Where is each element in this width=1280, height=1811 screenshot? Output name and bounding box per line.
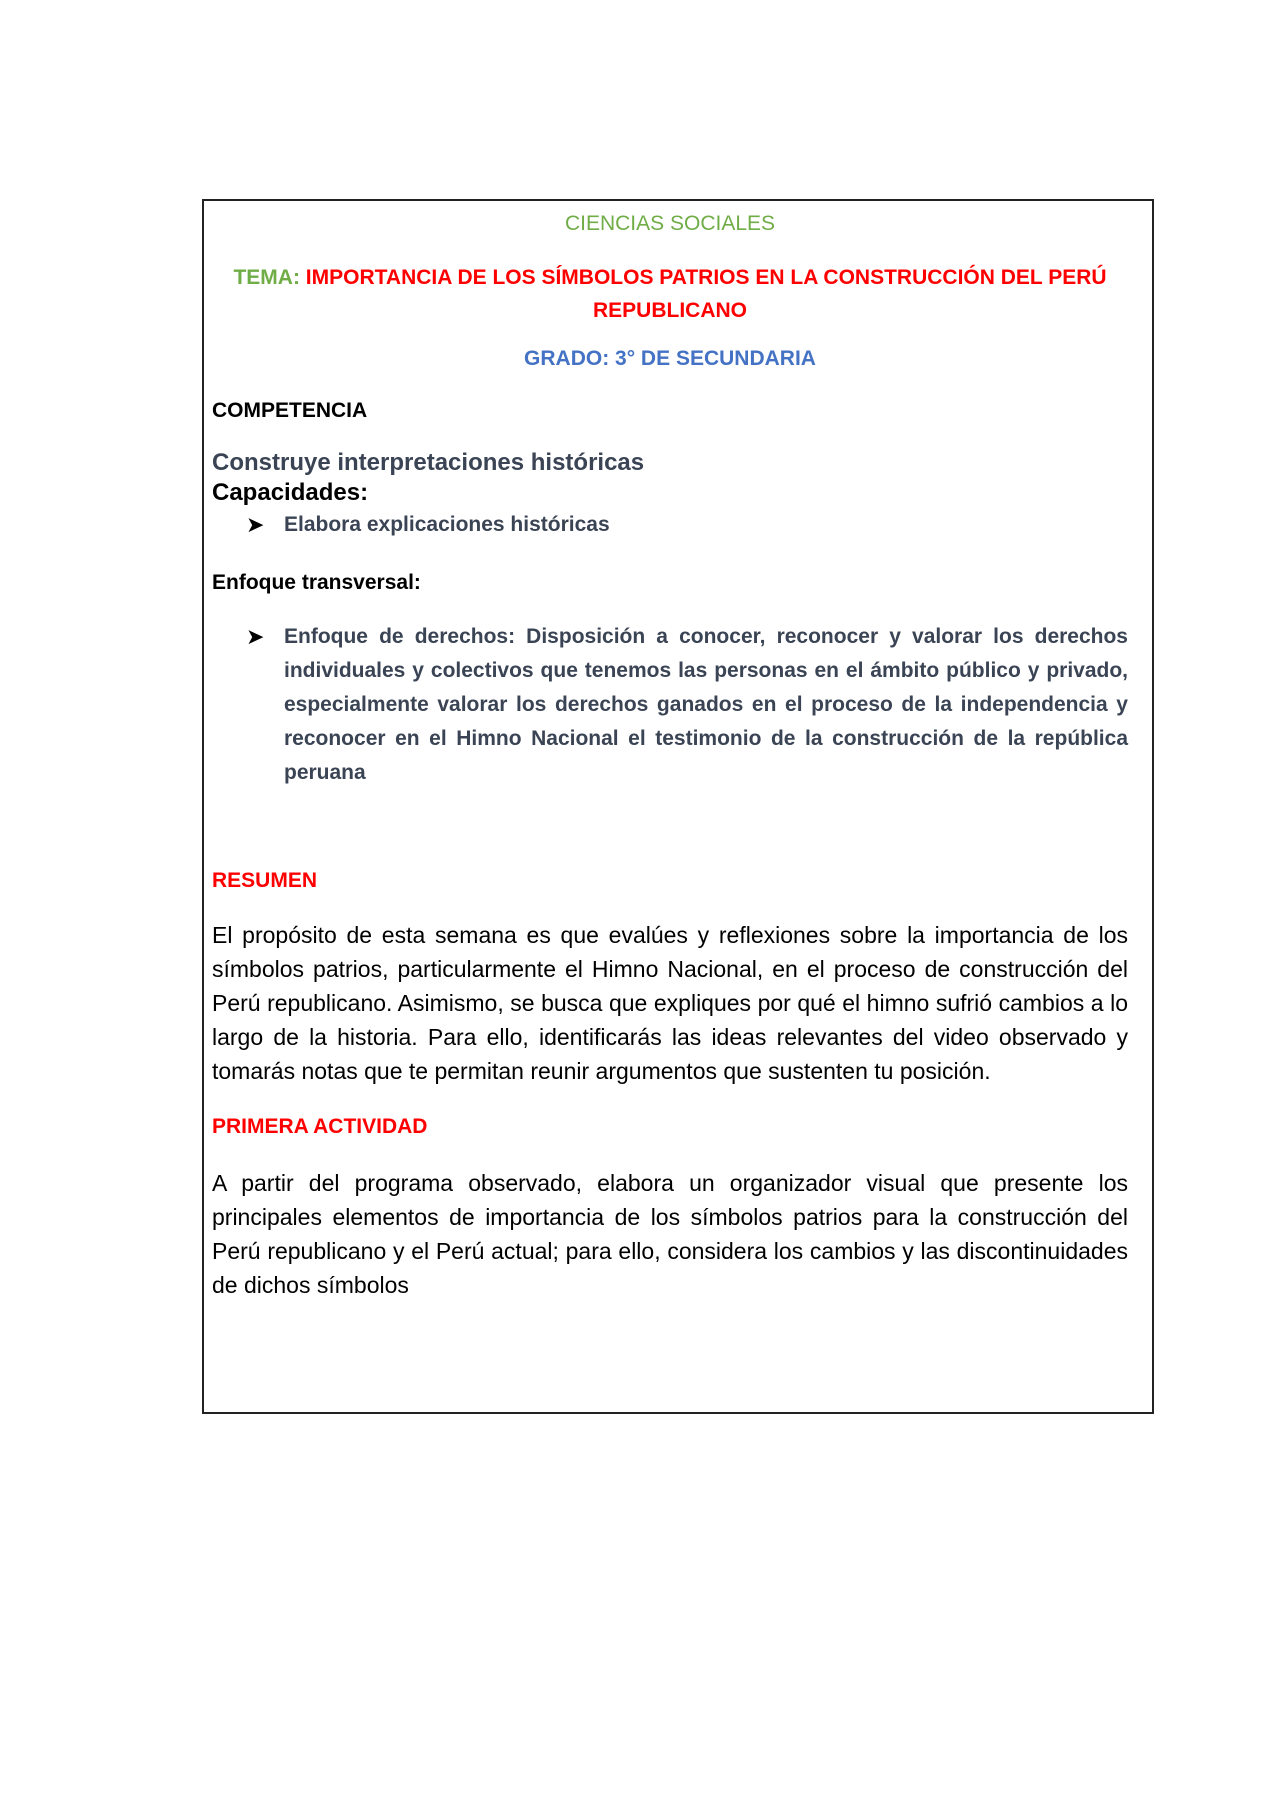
resumen-title: RESUMEN [212, 869, 318, 892]
enfoque-text: Enfoque de derechos: Disposición a conocer, reconocer y valorar los derechos individuales y colectivos que tenemos las personas en el ámbito público y privado, especialmente valorar los derechos ganados en el proceso de la independencia y reconocer en el Himno Nacional el testimonio de la construcción de la república peruana [284, 625, 1128, 784]
actividad-text: A partir del programa observado, elabora un organizador visual que presente los principales elementos de importancia de los símbolos patrios para la construcción del Perú republicano y el Perú actual; para ello, considera los cambios y las discontinuidades de dichos símbolos [212, 1170, 1128, 1298]
arrow-bullet-icon: ➤ [246, 512, 265, 537]
resumen-text: El propósito de esta semana es que evalúes y reflexiones sobre la importancia de los símbolos patrios, particularmente el Himno Nacional, en el proceso de construcción del Perú republicano. Asimismo, se busca que expliques por qué el himno sufrió cambios a lo largo de la historia. Para ello, identificarás las ideas relevantes del video observado y tomarás notas que te permitan reunir argumentos que sustenten tu posición. [212, 922, 1128, 1084]
arrow-bullet-icon: ➤ [246, 624, 265, 649]
enfoque-item [212, 620, 1128, 790]
competencia-text: Construye interpretaciones históricas [212, 449, 645, 476]
tema-label: TEMA: [233, 266, 300, 289]
tema-text: IMPORTANCIA DE LOS SÍMBOLOS PATRIOS EN LA CONSTRUCCIÓN DEL PERÚ REPUBLICANO [305, 266, 1107, 322]
competencia-title: COMPETENCIA [212, 399, 368, 422]
capacidad-item [212, 508, 1128, 542]
tema-heading [212, 261, 1128, 327]
actividad-title: PRIMERA ACTIVIDAD [212, 1115, 428, 1138]
capacidades-title: Capacidades: [212, 479, 369, 506]
subject-title: CIENCIAS SOCIALES [564, 212, 776, 235]
grado-label: GRADO: 3° DE SECUNDARIA [524, 347, 816, 370]
enfoque-title: Enfoque transversal: [212, 571, 421, 594]
capacidad-text: Elabora explicaciones históricas [284, 513, 610, 536]
document-frame [202, 199, 1154, 1414]
